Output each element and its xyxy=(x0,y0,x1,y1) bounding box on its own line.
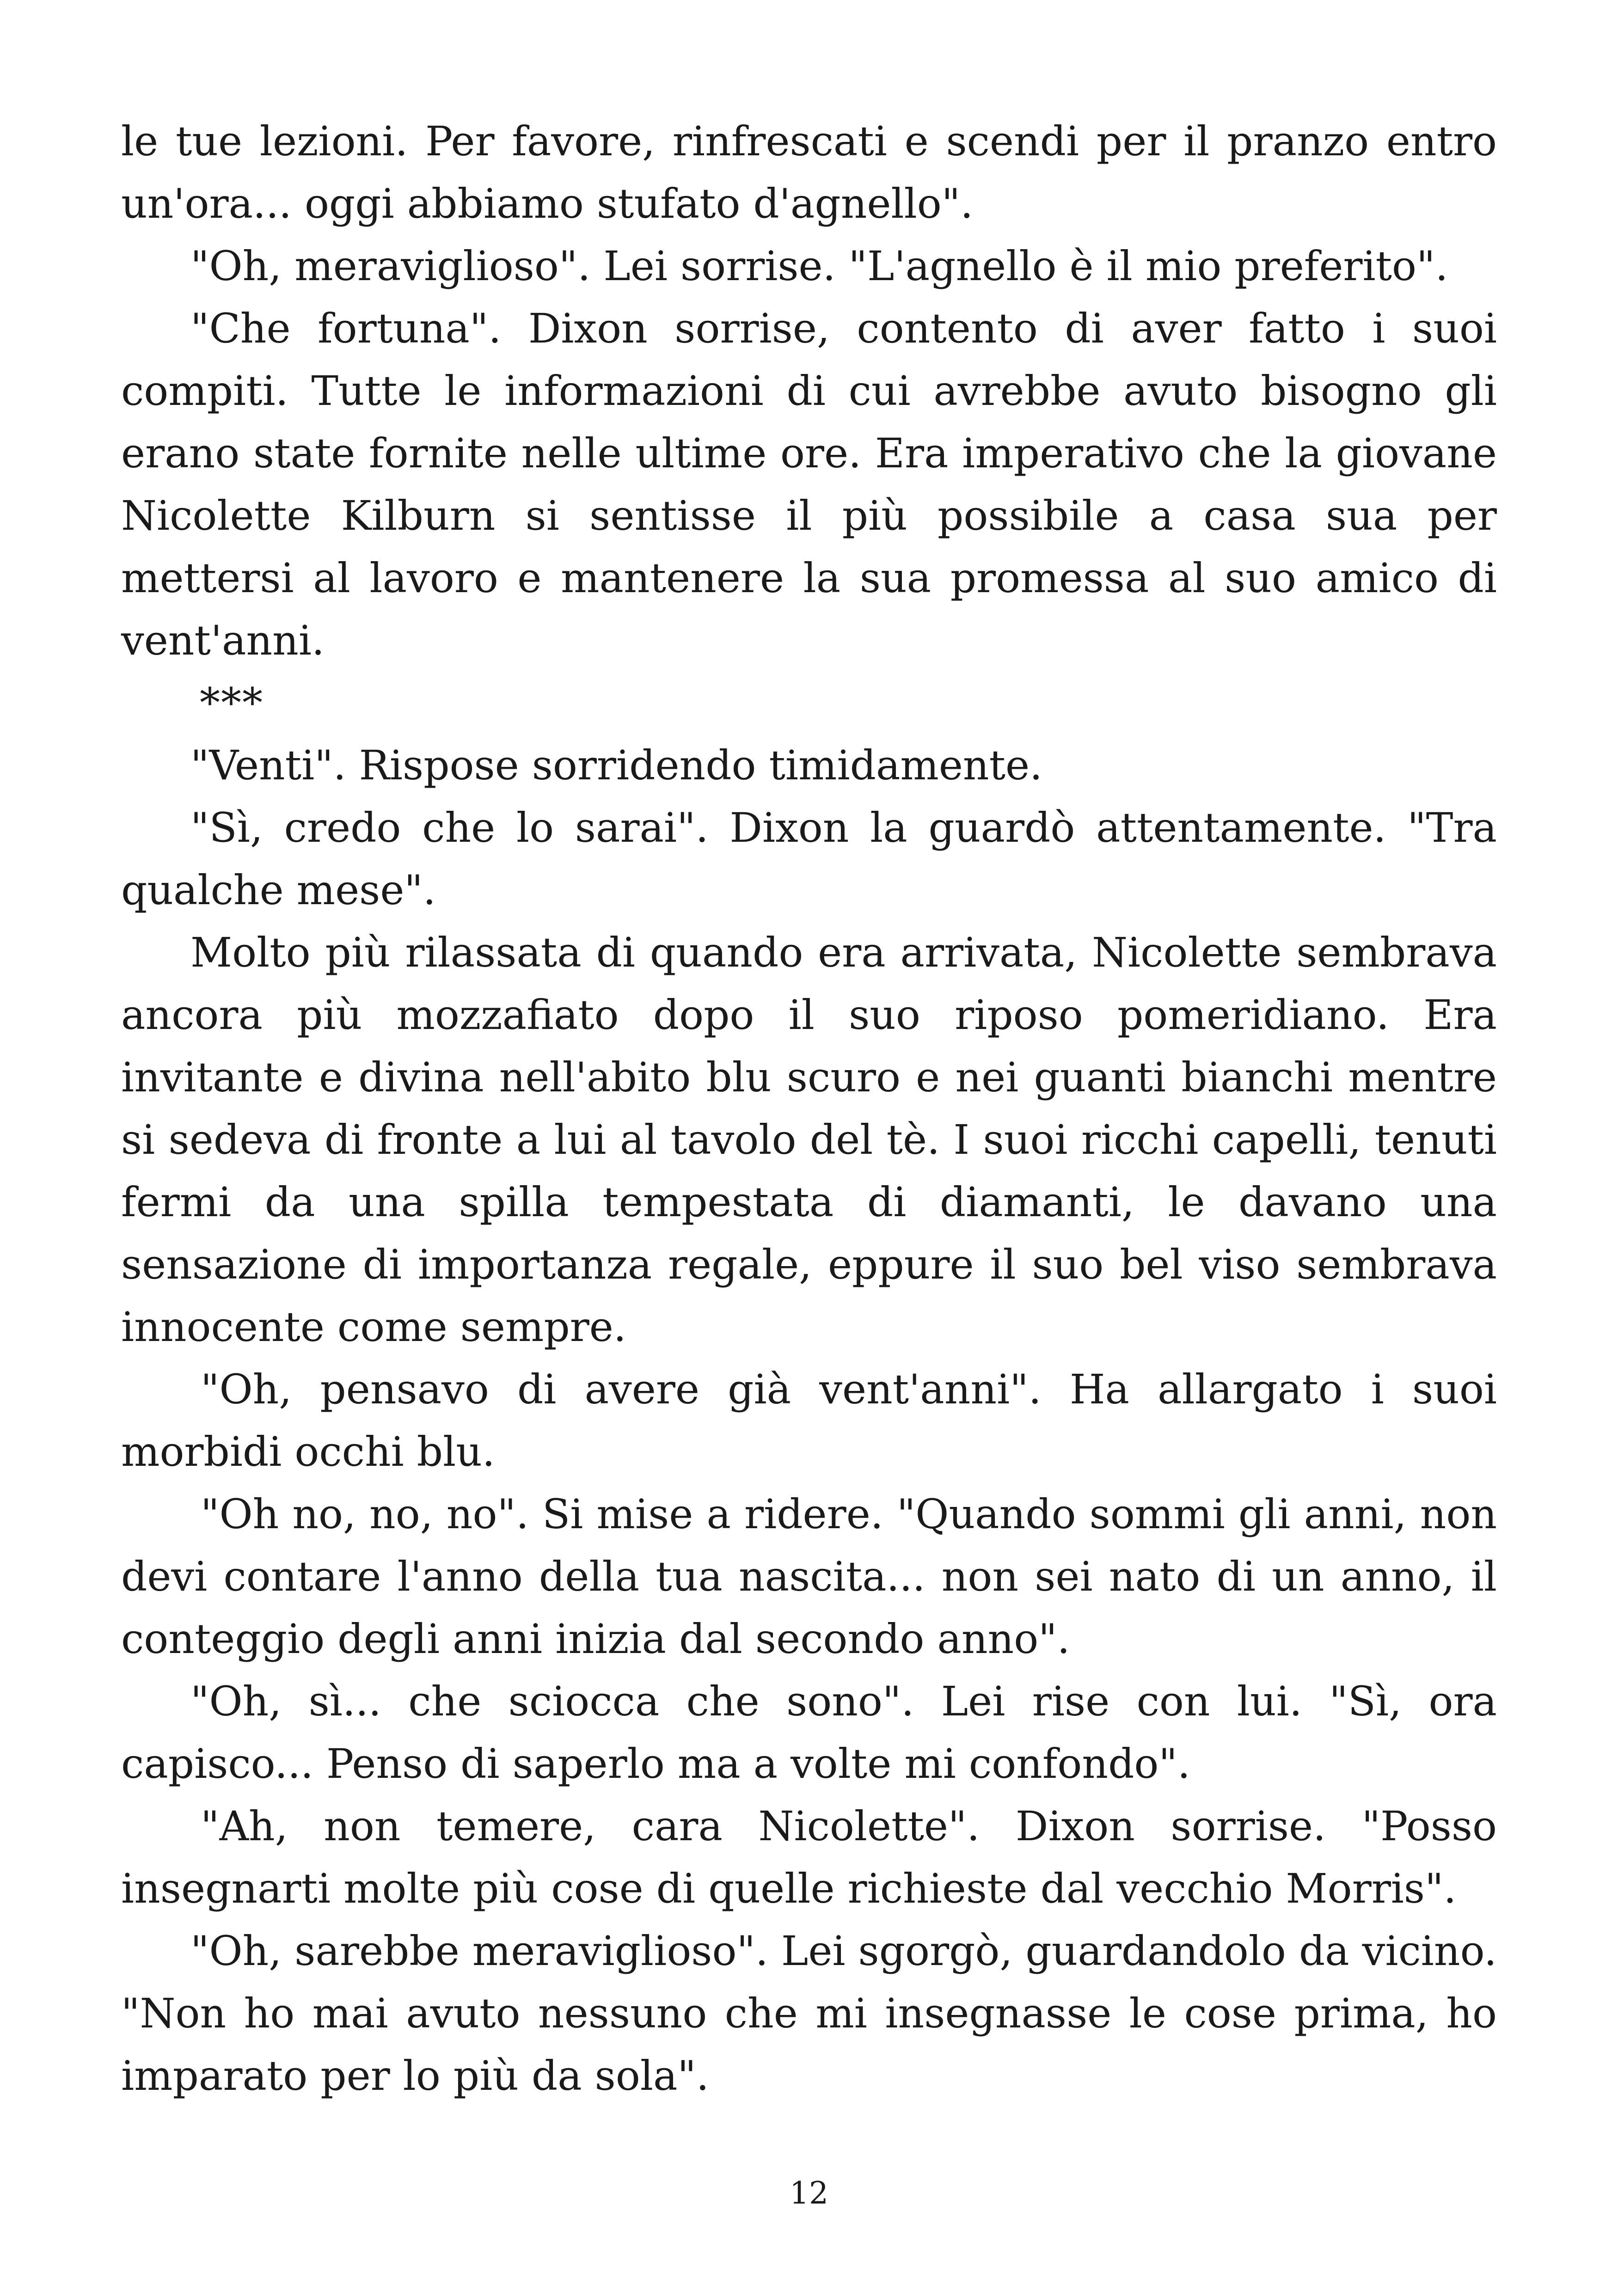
paragraph: "Sì, credo che lo sarai". Dixon la guardò attentamente. "Tra qualche mese". xyxy=(121,804,1497,914)
paragraph: "Oh, sarebbe meraviglioso". Lei sgorgò, guardandolo da vicino. "Non ho mai avuto nessuno che mi insegnasse le cose prima, ho imparato per lo più da sola". xyxy=(121,1927,1497,2100)
paragraph: "Che fortuna". Dixon sorrise, contento di aver fatto i suoi compiti. Tutte le informazioni di cui avrebbe avuto bisogno gli erano state fornite nelle ultime ore. Era imperativo che la giovane Nicolette Kilburn si sentisse il più possibile a casa sua per mettersi al lavoro e mantenere la sua promessa al suo amico di vent'anni. xyxy=(121,305,1497,664)
paragraph: "Oh, pensavo di avere già vent'anni". Ha allargato i suoi morbidi occhi blu. xyxy=(121,1365,1497,1476)
paragraph: "Ah, non temere, cara Nicolette". Dixon sorrise. "Posso insegnarti molte più cose di quelle richieste dal vecchio Morris". xyxy=(121,1802,1497,1912)
page-body xyxy=(121,110,1497,2107)
paragraph: "Oh no, no, no". Si mise a ridere. "Quando sommi gli anni, non devi contare l'anno della tua nascita... non sei nato di un anno, il conteggio degli anni inizia dal secondo anno". xyxy=(121,1490,1497,1663)
paragraph: Molto più rilassata di quando era arrivata, Nicolette sembrava ancora più mozzafiato dopo il suo riposo pomeridiano. Era invitante e divina nell'abito blu scuro e nei guanti bianchi mentre si sedeva di fronte a lui al tavolo del tè. I suoi ricchi capelli, tenuti fermi da una spilla tempestata di diamanti, le davano una sensazione di importanza regale, eppure il suo bel viso sembrava innocente come sempre. xyxy=(121,929,1497,1351)
paragraph: "Venti". Rispose sorridendo timidamente. xyxy=(190,741,1043,789)
page-number: 12 xyxy=(790,2175,828,2211)
paragraph: "Oh, meraviglioso". Lei sorrise. "L'agnello è il mio preferito". xyxy=(190,242,1448,290)
section-separator: *** xyxy=(200,679,264,727)
paragraph: le tue lezioni. Per favore, rinfrescati e scendi per il pranzo entro un'ora... oggi abbiamo stufato d'agnello". xyxy=(121,117,1497,227)
paragraph: "Oh, sì... che sciocca che sono". Lei rise con lui. "Sì, ora capisco... Penso di saperlo ma a volte mi confondo". xyxy=(121,1678,1497,1788)
